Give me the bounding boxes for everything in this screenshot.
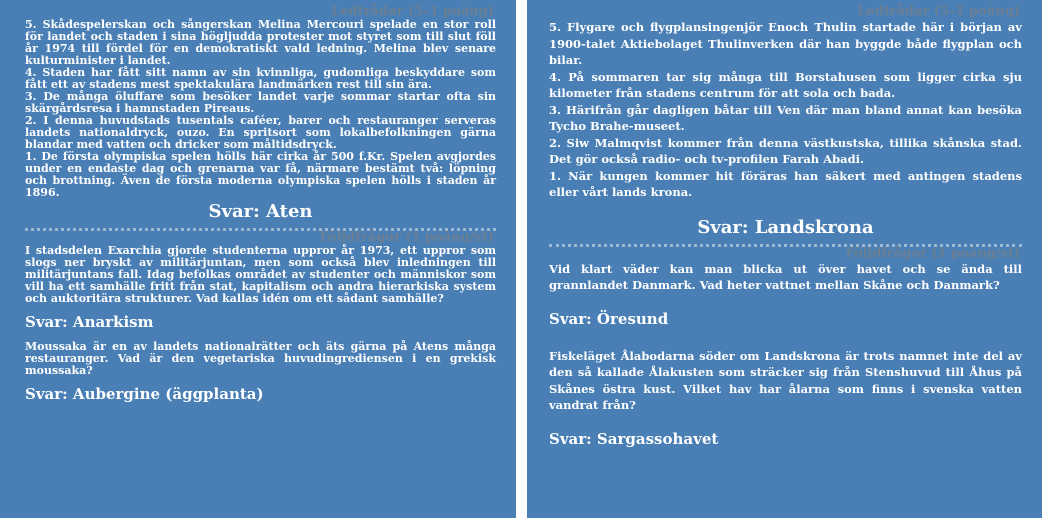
followup-answer-2: Svar: Sargassohavet — [549, 429, 719, 448]
followup-answer-1: Svar: Anarkism — [25, 313, 154, 331]
followup-answer-1: Svar: Öresund — [549, 309, 669, 328]
main-answer: Svar: Landskrona — [697, 216, 874, 238]
clue-1: 1. När kungen kommer hit föräras han säkert med antingen stadens eller vårt lands krona. — [549, 168, 1022, 199]
clue-3: 3. Härifrån går dagligen båtar till Ven där man bland annat kan besöka Tycho Brahe-museet. — [549, 102, 1022, 133]
clues-header: Ledtrådar (5–1 poäng) — [331, 4, 494, 19]
clue-5: 5. Skådespelerskan och sångerskan Melina Mercouri spelade en stor roll för landet och staden i sina högljudda protester mot styret som till slut föll år 1974 till fördel för en demokratiskt vald ledning. Melina blev senare kulturminister i landet. — [25, 18, 496, 67]
clues-header: Ledtrådar (5–1 poäng) — [857, 4, 1020, 19]
followup-question-2: Moussaka är en av landets nationalrätter och äts gärna på Atens många restauranger. Vad är den vegetariska huvudingrediensen i en grekisk moussaka? — [25, 340, 496, 377]
clue-4: 4. Staden har fått sitt namn av sin kvinnliga, gudomliga beskyddare som fått ett av stadens mest spektakulära landmärken rest till sin ära. — [25, 66, 496, 91]
clue-5: 5. Flygare och flygplansingenjör Enoch Thulin startade här i början av 1900-talet Aktiebolaget Thulinverken där han byggde både flygplan och bilar. — [549, 20, 1022, 67]
quiz-card-landskrona — [527, 0, 1042, 518]
followup-answer-2: Svar: Aubergine (äggplanta) — [25, 385, 264, 403]
followup-question-2: Fiskeläget Ålabodarna söder om Landskrona är trots namnet inte del av den så kallade Ålakusten som sträcker sig från Stenshuvud till Åhus på Skånes östra kust. Vilket hav har ålarna som finns i svenska vatten vandrat från? — [549, 348, 1022, 412]
followup-header: Följdfrågor (1 poäng/st) — [845, 245, 1020, 261]
quiz-card-aten — [0, 0, 516, 518]
clue-3: 3. De många öluffare som besöker landet varje sommar startar ofta sin skärgårdsresa i hamnstaden Pireaus. — [25, 90, 496, 115]
main-answer: Svar: Aten — [208, 201, 313, 222]
clue-4: 4. På sommaren tar sig många till Borstahusen som ligger cirka sju kilometer från stadens centrum för att sola och bada. — [549, 69, 1022, 100]
followup-question-1: I stadsdelen Exarchia gjorde studenterna uppror år 1973, ett uppror som slogs ner bryskt av militärjuntan, men som också blev inledningen till militärjuntans fall. Idag befolkas området av studenter och människor som vill ha ett samhälle fritt från stat, kapitalism och andra hierarkiska system och auktoritära strukturer. Vad kallas idén om ett sådant samhälle? — [25, 244, 496, 305]
followup-header: Följdfrågor (1 poäng/st) — [319, 230, 494, 245]
followup-question-1: Vid klart väder kan man blicka ut över havet och se ända till grannlandet Danmark. Vad heter vattnet mellan Skåne och Danmark? — [549, 261, 1022, 292]
clue-1: 1. De första olympiska spelen hölls här cirka år 500 f.Kr. Spelen avgjordes under en endaste dag och grenarna var få, närmare bestämt två: löpning och brottning. Även de första moderna olympiska spelen hölls i staden år 1896. — [25, 150, 496, 199]
clue-2: 2. I denna huvudstads tusentals caféer, barer och restauranger serveras landets nationaldryck, ouzo. En spritsort som lokalbefolkningen gärna blandar med vatten och dricker som måltidsdryck. — [25, 114, 496, 151]
clue-2: 2. Siw Malmqvist kommer från denna västkustska, tillika skånska stad. Det gör också radio- och tv-profilen Farah Abadi. — [549, 135, 1022, 166]
